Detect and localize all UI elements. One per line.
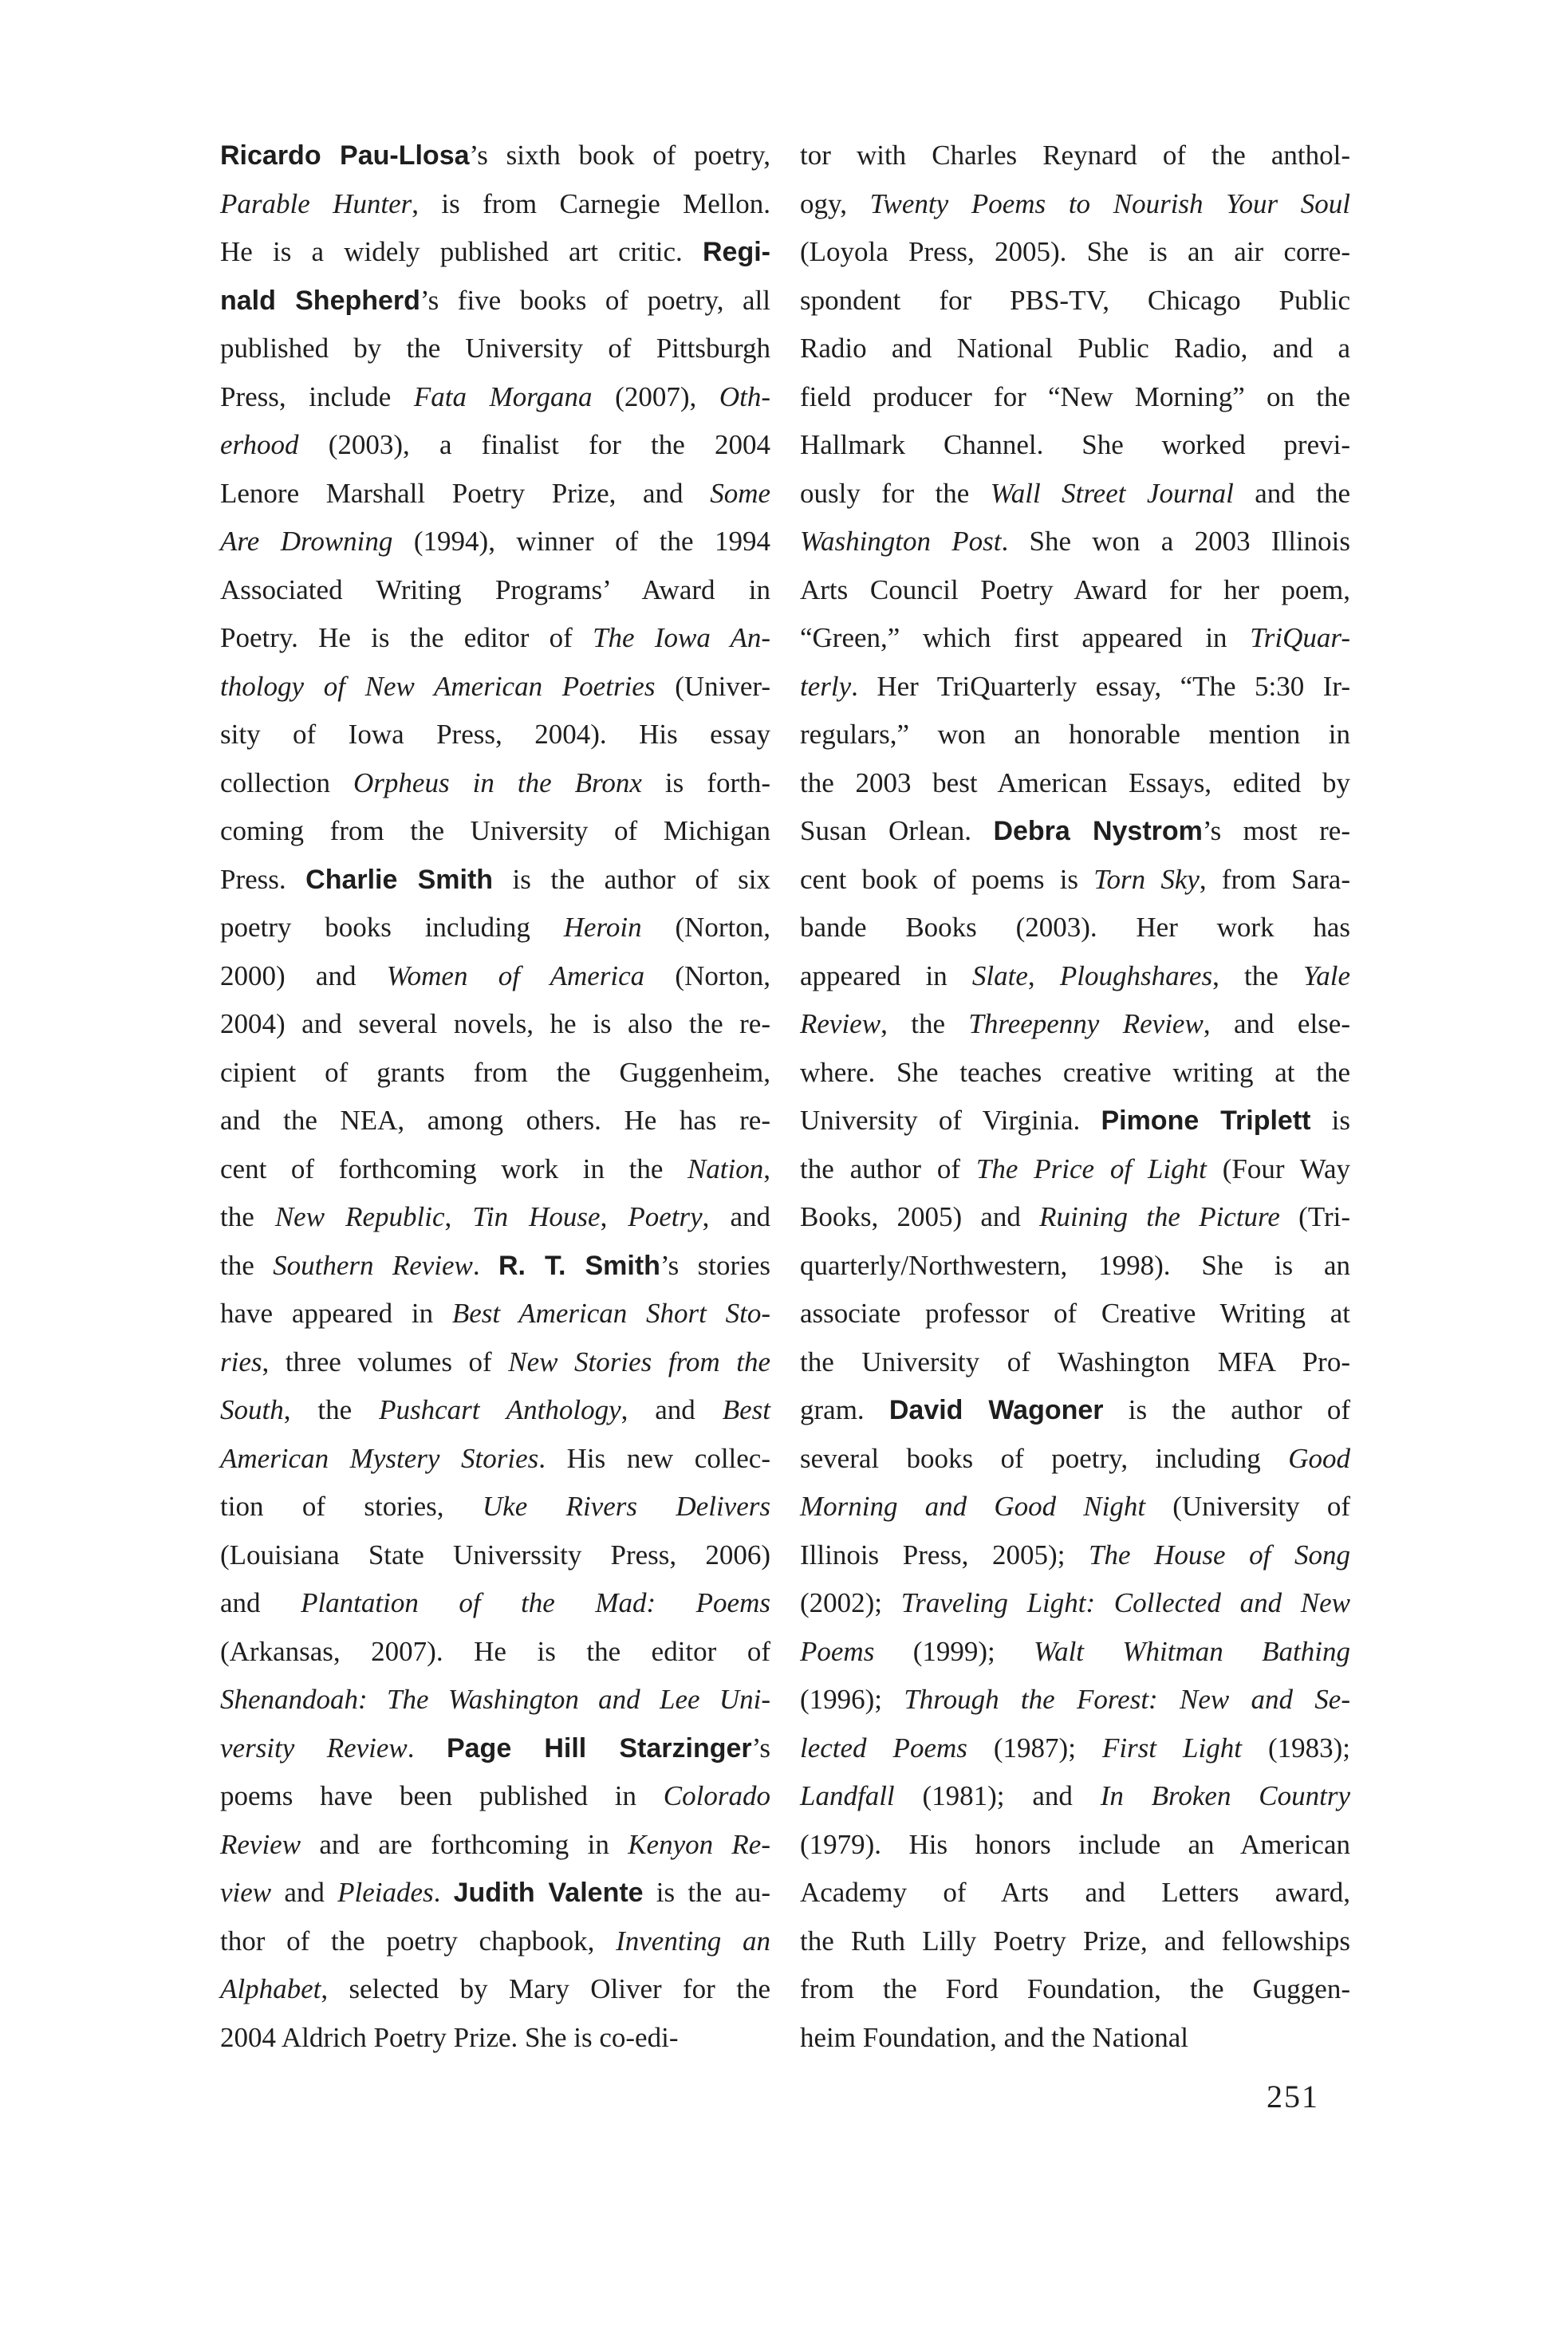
text-line: ogy, Twenty Poems to Nourish Your Soul <box>800 187 1350 219</box>
text-line: (Arkansas, 2007). He is the editor of <box>220 1635 770 1667</box>
text-line: field producer for “New Morning” on the <box>800 380 1350 412</box>
text-line: poems have been published in Colorado <box>220 1780 770 1811</box>
text-line: the Southern Review. R. T. Smith’s stories <box>220 1249 771 1281</box>
text-line: Parable Hunter, is from Carnegie Mellon. <box>220 187 771 219</box>
text-line: the University of Washington MFA Pro- <box>800 1346 1350 1377</box>
text-line: Ricardo Pau-Llosa’s sixth book of poetry, <box>220 140 771 171</box>
text-line: Lenore Marshall Poetry Prize, and Some <box>220 477 770 509</box>
text-line: the New Republic, Tin House, Poetry, and <box>220 1201 771 1232</box>
page-number: 251 <box>1267 2079 1319 2114</box>
text-line: (Louisiana State Universsity Press, 2006) <box>220 1539 770 1571</box>
text-line: Press. Charlie Smith is the author of six <box>220 863 770 895</box>
text-line: Shenandoah: The Washington and Lee Uni- <box>220 1684 770 1715</box>
text-line: cent book of poems is Torn Sky, from Sara- <box>800 863 1350 895</box>
text-line: the author of The Price of Light (Four Way <box>800 1153 1351 1184</box>
text-line: poetry books including Heroin (Norton, <box>220 912 771 943</box>
left-text-column <box>220 132 770 2062</box>
text-line: quarterly/Northwestern, 1998). She is an <box>800 1249 1350 1281</box>
text-line: published by the University of Pittsburgh <box>220 333 770 364</box>
text-line: Review and are forthcoming in Kenyon Re- <box>220 1828 770 1860</box>
text-line: (2002); Traveling Light: Collected and New <box>800 1587 1350 1618</box>
text-line: appeared in Slate, Ploughshares, the Yale <box>800 960 1350 991</box>
text-line: 2004 Aldrich Poetry Prize. She is co-edi- <box>220 2021 679 2053</box>
text-line: coming from the University of Michigan <box>220 815 770 846</box>
text-line: Press, include Fata Morgana (2007), Oth- <box>220 380 770 412</box>
text-line: thology of New American Poetries (Univer- <box>220 670 770 702</box>
text-line: and Plantation of the Mad: Poems <box>220 1587 770 1618</box>
text-line: cent of forthcoming work in the Nation, <box>220 1153 770 1184</box>
text-line: Alphabet, selected by Mary Oliver for the <box>220 1973 770 2004</box>
text-line: Associated Writing Programs’ Award in <box>220 573 770 605</box>
text-line: tion of stories, Uke Rivers Delivers <box>220 1491 770 1522</box>
right-text-column <box>800 132 1350 2062</box>
text-line: thor of the poetry chapbook, Inventing an <box>220 1925 770 1957</box>
text-line: Poems (1999); Walt Whitman Bathing <box>800 1635 1350 1667</box>
text-line: Illinois Press, 2005); The House of Song <box>800 1539 1351 1571</box>
text-line: erhood (2003), a finalist for the 2004 <box>220 429 770 460</box>
text-line: view and Pleiades. Judith Valente is the au- <box>220 1877 771 1908</box>
text-line: Landfall (1981); and In Broken Country <box>800 1780 1350 1811</box>
text-line: gram. David Wagoner is the author of <box>800 1394 1350 1425</box>
text-line: Review, the Threepenny Review, and else- <box>800 1008 1350 1039</box>
text-line: University of Virginia. Pimone Triplett is <box>800 1105 1350 1136</box>
text-line: heim Foundation, and the National <box>800 2021 1188 2053</box>
text-line: and the NEA, among others. He has re- <box>220 1105 770 1136</box>
text-line: Books, 2005) and Ruining the Picture (Tri- <box>800 1201 1351 1232</box>
text-line: lected Poems (1987); First Light (1983); <box>800 1732 1350 1764</box>
text-line: Arts Council Poetry Award for her poem, <box>800 573 1350 605</box>
text-line: have appeared in Best American Short Sto- <box>220 1298 771 1329</box>
text-line: (1979). His honors include an American <box>800 1828 1350 1860</box>
text-line: tor with Charles Reynard of the anthol- <box>800 140 1350 171</box>
text-line: 2000) and Women of America (Norton, <box>220 960 770 991</box>
text-line: Morning and Good Night (University of <box>800 1491 1350 1522</box>
text-line: versity Review. Page Hill Starzinger’s <box>220 1732 770 1764</box>
text-line: terly. Her TriQuarterly essay, “The 5:30 Ir- <box>800 670 1350 702</box>
text-line: Washington Post. She won a 2003 Illinois <box>800 526 1350 557</box>
text-line: (1996); Through the Forest: New and Se- <box>800 1684 1350 1715</box>
text-line: Hallmark Channel. She worked previ- <box>800 429 1350 460</box>
text-line: sity of Iowa Press, 2004). His essay <box>220 719 770 750</box>
text-line: Are Drowning (1994), winner of the 1994 <box>220 526 770 557</box>
text-line: Poetry. He is the editor of The Iowa An- <box>220 622 770 653</box>
text-line: Academy of Arts and Letters award, <box>800 1877 1350 1908</box>
text-line: South, the Pushcart Anthology, and Best <box>220 1394 770 1425</box>
text-line: ously for the Wall Street Journal and the <box>800 477 1350 509</box>
text-line: Susan Orlean. Debra Nystrom’s most re- <box>800 815 1350 846</box>
text-line: cipient of grants from the Guggenheim, <box>220 1056 770 1088</box>
text-line: collection Orpheus in the Bronx is forth- <box>220 767 770 798</box>
text-line: associate professor of Creative Writing at <box>800 1298 1350 1329</box>
text-line: from the Ford Foundation, the Guggen- <box>800 1973 1350 2004</box>
text-line: nald Shepherd’s five books of poetry, all <box>220 284 770 316</box>
text-line: Radio and National Public Radio, and a <box>800 333 1350 364</box>
text-line: regulars,” won an honorable mention in <box>800 719 1350 750</box>
text-line: American Mystery Stories. His new collec- <box>220 1442 770 1474</box>
text-line: several books of poetry, including Good <box>800 1442 1350 1474</box>
text-line: 2004) and several novels, he is also the re- <box>220 1008 770 1039</box>
text-line: spondent for PBS-TV, Chicago Public <box>800 284 1350 316</box>
text-line: (Loyola Press, 2005). She is an air corre- <box>800 236 1350 267</box>
text-line: bande Books (2003). Her work has <box>800 912 1350 943</box>
text-line: the Ruth Lilly Poetry Prize, and fellowships <box>800 1925 1350 1957</box>
text-line: the 2003 best American Essays, edited by <box>800 767 1350 798</box>
text-line: “Green,” which first appeared in TriQuar- <box>800 622 1350 653</box>
text-line: ries, three volumes of New Stories from the <box>220 1346 770 1377</box>
text-line: where. She teaches creative writing at the <box>800 1056 1350 1088</box>
text-line: He is a widely published art critic. Regi- <box>220 236 770 267</box>
